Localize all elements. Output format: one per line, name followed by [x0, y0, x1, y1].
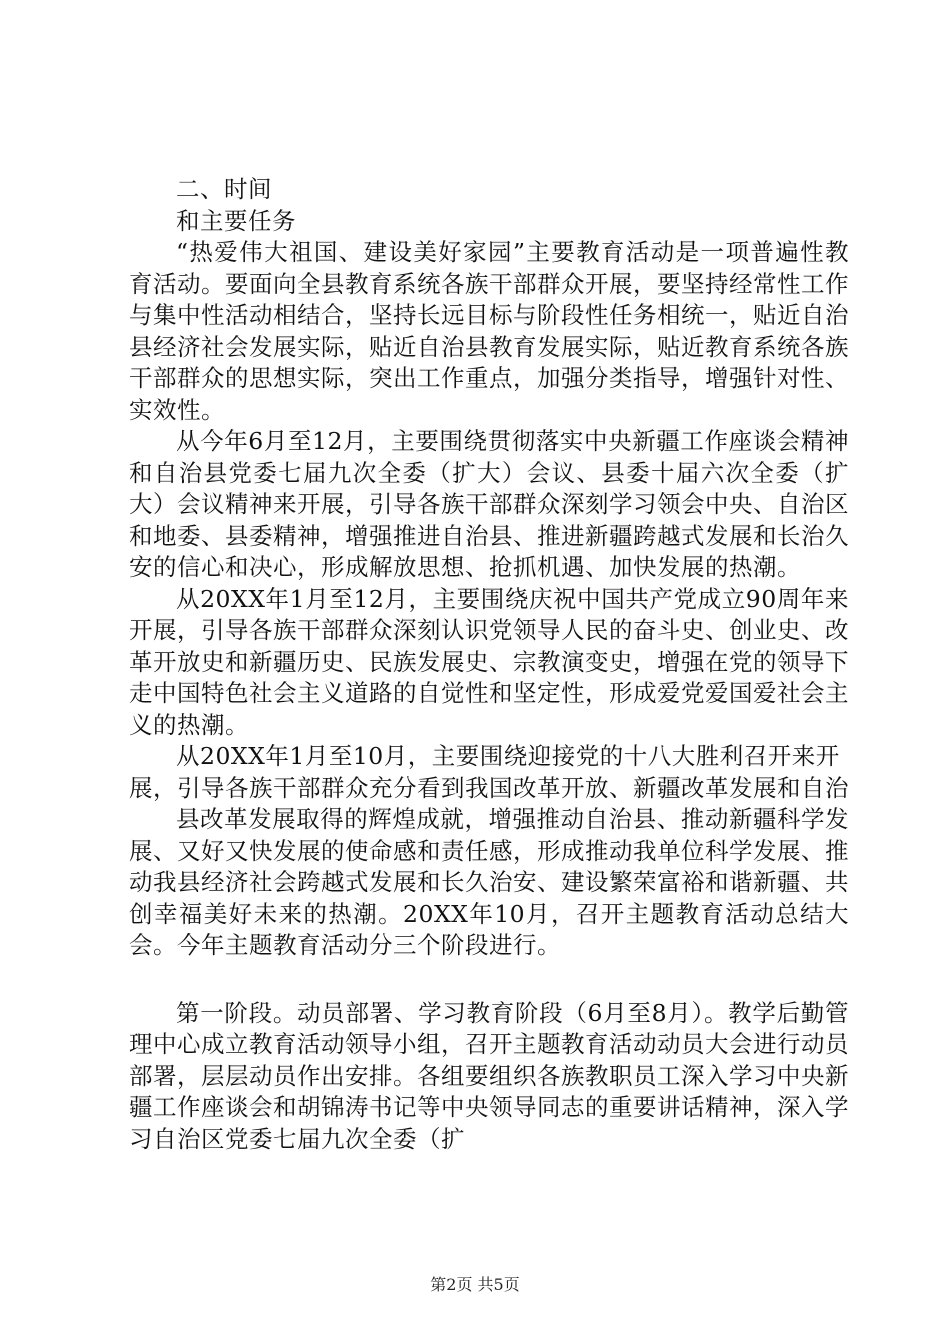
paragraph: 县改革发展取得的辉煌成就，增强推动自治县、推动新疆科学发展、又好又快发展的使命感和责任感，形成推动我单位科学发展、推动我县经济社会跨越式发展和长久治安、建设繁荣富裕和谐新疆、共创幸福美好未来的热潮。20XX年10月，召开主题教育活动总结大会。今年主题教育活动分三个阶段进行。	[129, 805, 849, 959]
paragraph-spacer	[129, 962, 849, 998]
section-heading-continued: 和主要任务	[176, 206, 296, 235]
paragraph: “热爱伟大祖国、建设美好家园”主要教育活动是一项普遍性教育活动。要面向全县教育系统各族干部群众开展，要坚持经常性工作与集中性活动相结合，坚持长远目标与阶段性任务相统一，贴近自治县经济社会发展实际，贴近自治县教育发展实际，贴近教育系统各族干部群众的思想实际，突出工作重点，加强分类指导，增强针对性、实效性。	[129, 238, 849, 424]
section-heading: 二、时间	[176, 175, 272, 203]
document-body	[129, 174, 849, 1155]
paragraph: 第一阶段。动员部署、学习教育阶段（6月至8月）。教学后勤管理中心成立教育活动领导小组，召开主题教育活动动员大会进行动员部署，层层动员作出安排。各组要组织各族教职员工深入学习中央新疆工作座谈会和胡锦涛书记等中央领导同志的重要讲话精神，深入学习自治区党委七届九次全委（扩	[129, 998, 849, 1153]
paragraph: 从今年6月至12月，主要围绕贯彻落实中央新疆工作座谈会精神和自治县党委七届九次全委（扩大）会议、县委十届六次全委（扩大）会议精神来开展，引导各族干部群众深刻学习领会中央、自治区和地委、县委精神，增强推进自治县、推进新疆跨越式发展和长治久安的信心和决心，形成解放思想、抢抓机遇、加快发展的热潮。	[129, 427, 849, 581]
paragraph: 从20XX年1月至12月，主要围绕庆祝中国共产党成立90周年来开展，引导各族干部群众深刻认识党领导人民的奋斗史、创业史、改革开放史和新疆历史、民族发展史、宗教演变史，增强在党的领导下走中国特色社会主义道路的自觉性和坚定性，形成爱党爱国爱社会主义的热潮。	[129, 584, 849, 739]
paragraph: 从20XX年1月至10月，主要围绕迎接党的十八大胜利召开来开展，引导各族干部群众充分看到我国改革开放、新疆改革发展和自治	[129, 742, 849, 802]
page-number-footer: 第2页 共5页	[430, 1275, 520, 1294]
